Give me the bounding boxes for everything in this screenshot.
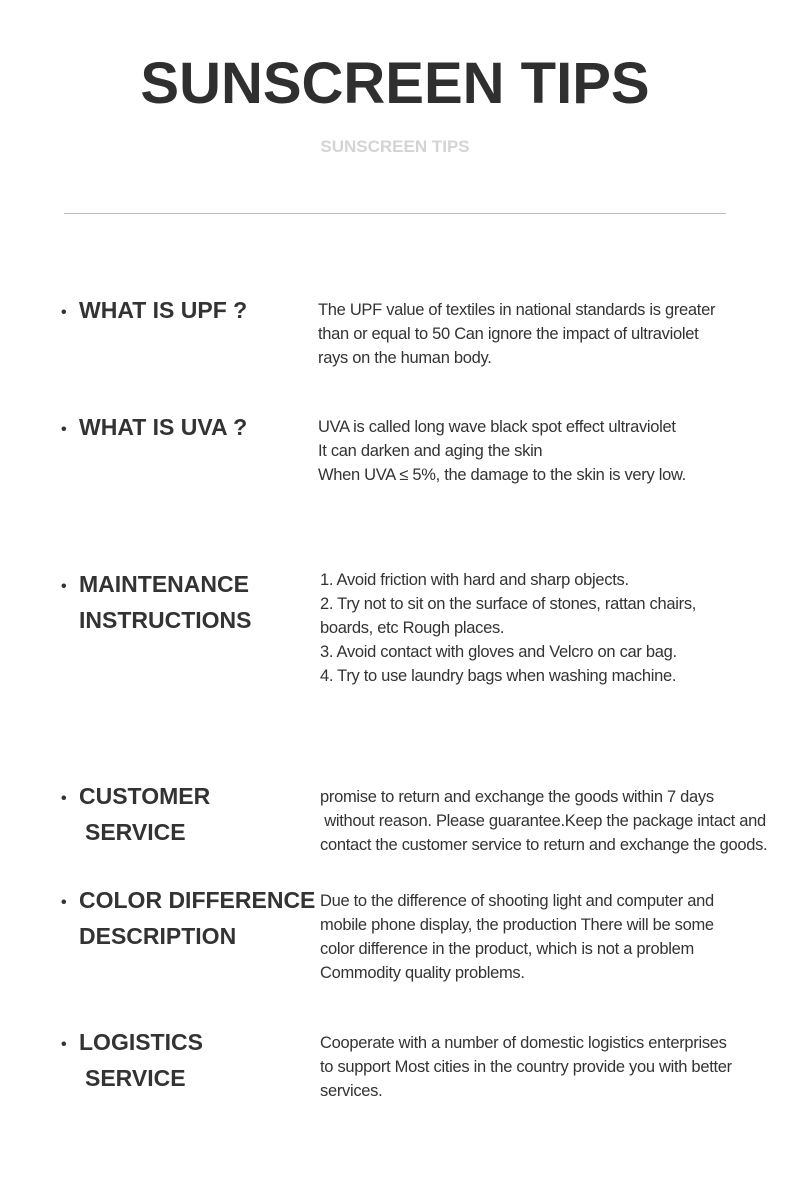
section-heading [79,1024,324,1096]
bullet-icon: • [61,421,67,438]
section-heading [79,292,324,328]
heading-line: DESCRIPTION [79,923,237,949]
bullet-icon: • [61,894,67,911]
section-heading [79,778,324,850]
heading-line: LOGISTICS [79,1029,203,1055]
section-body [318,298,778,370]
bullet-icon: • [61,1036,67,1053]
body-line: It can darken and aging the skin [318,442,543,460]
bullet-icon: • [61,790,67,807]
body-line: rays on the human body. [318,349,492,367]
body-line: mobile phone display, the production There will be some [320,916,714,934]
bullet-icon: • [61,578,67,595]
body-line: 4. Try to use laundry bags when washing machine. [320,667,677,685]
body-line: promise to return and exchange the goods within 7 days [320,788,714,806]
bullet-icon: • [61,304,67,321]
section-body [320,889,780,985]
heading-line: MAINTENANCE [79,571,249,597]
header-divider [64,213,726,214]
body-line: to support Most cities in the country provide you with better [320,1058,732,1076]
heading-line: WHAT IS UPF ? [79,297,248,323]
body-line: Due to the difference of shooting light and computer and [320,892,714,910]
page-title: SUNSCREEN TIPS [140,51,650,116]
body-line: UVA is called long wave black spot effect ultraviolet [318,418,676,436]
body-line: boards, etc Rough places. [320,619,505,637]
body-line: The UPF value of textiles in national standards is greater [318,301,716,319]
section-body [320,1031,780,1103]
body-line: than or equal to 50 Can ignore the impact of ultraviolet [318,325,699,343]
heading-line: SERVICE [85,819,186,845]
heading-line: CUSTOMER [79,783,211,809]
heading-line: COLOR DIFFERENCE [79,887,316,913]
section-body [318,415,778,487]
heading-line: INSTRUCTIONS [79,607,252,633]
section-heading [79,882,324,954]
body-line: contact the customer service to return and exchange the goods. [320,836,768,854]
section-body [320,785,780,857]
body-line: Commodity quality problems. [320,964,525,982]
heading-line: SERVICE [85,1065,186,1091]
body-line: without reason. Please guarantee.Keep the package intact and [320,812,766,830]
body-line: 2. Try not to sit on the surface of stones, rattan chairs, [320,595,697,613]
body-line: Cooperate with a number of domestic logistics enterprises [320,1034,727,1052]
body-line: 1. Avoid friction with hard and sharp objects. [320,571,629,589]
body-line: When UVA ≤ 5%, the damage to the skin is very low. [318,466,686,484]
body-line: 3. Avoid contact with gloves and Velcro on car bag. [320,643,677,661]
heading-line: WHAT IS UVA ? [79,414,248,440]
section-body [320,568,780,688]
section-heading [79,409,324,445]
page-subtitle: SUNSCREEN TIPS [320,137,470,156]
body-line: services. [320,1082,383,1100]
body-line: color difference in the product, which is not a problem [320,940,694,958]
section-heading [79,566,324,638]
